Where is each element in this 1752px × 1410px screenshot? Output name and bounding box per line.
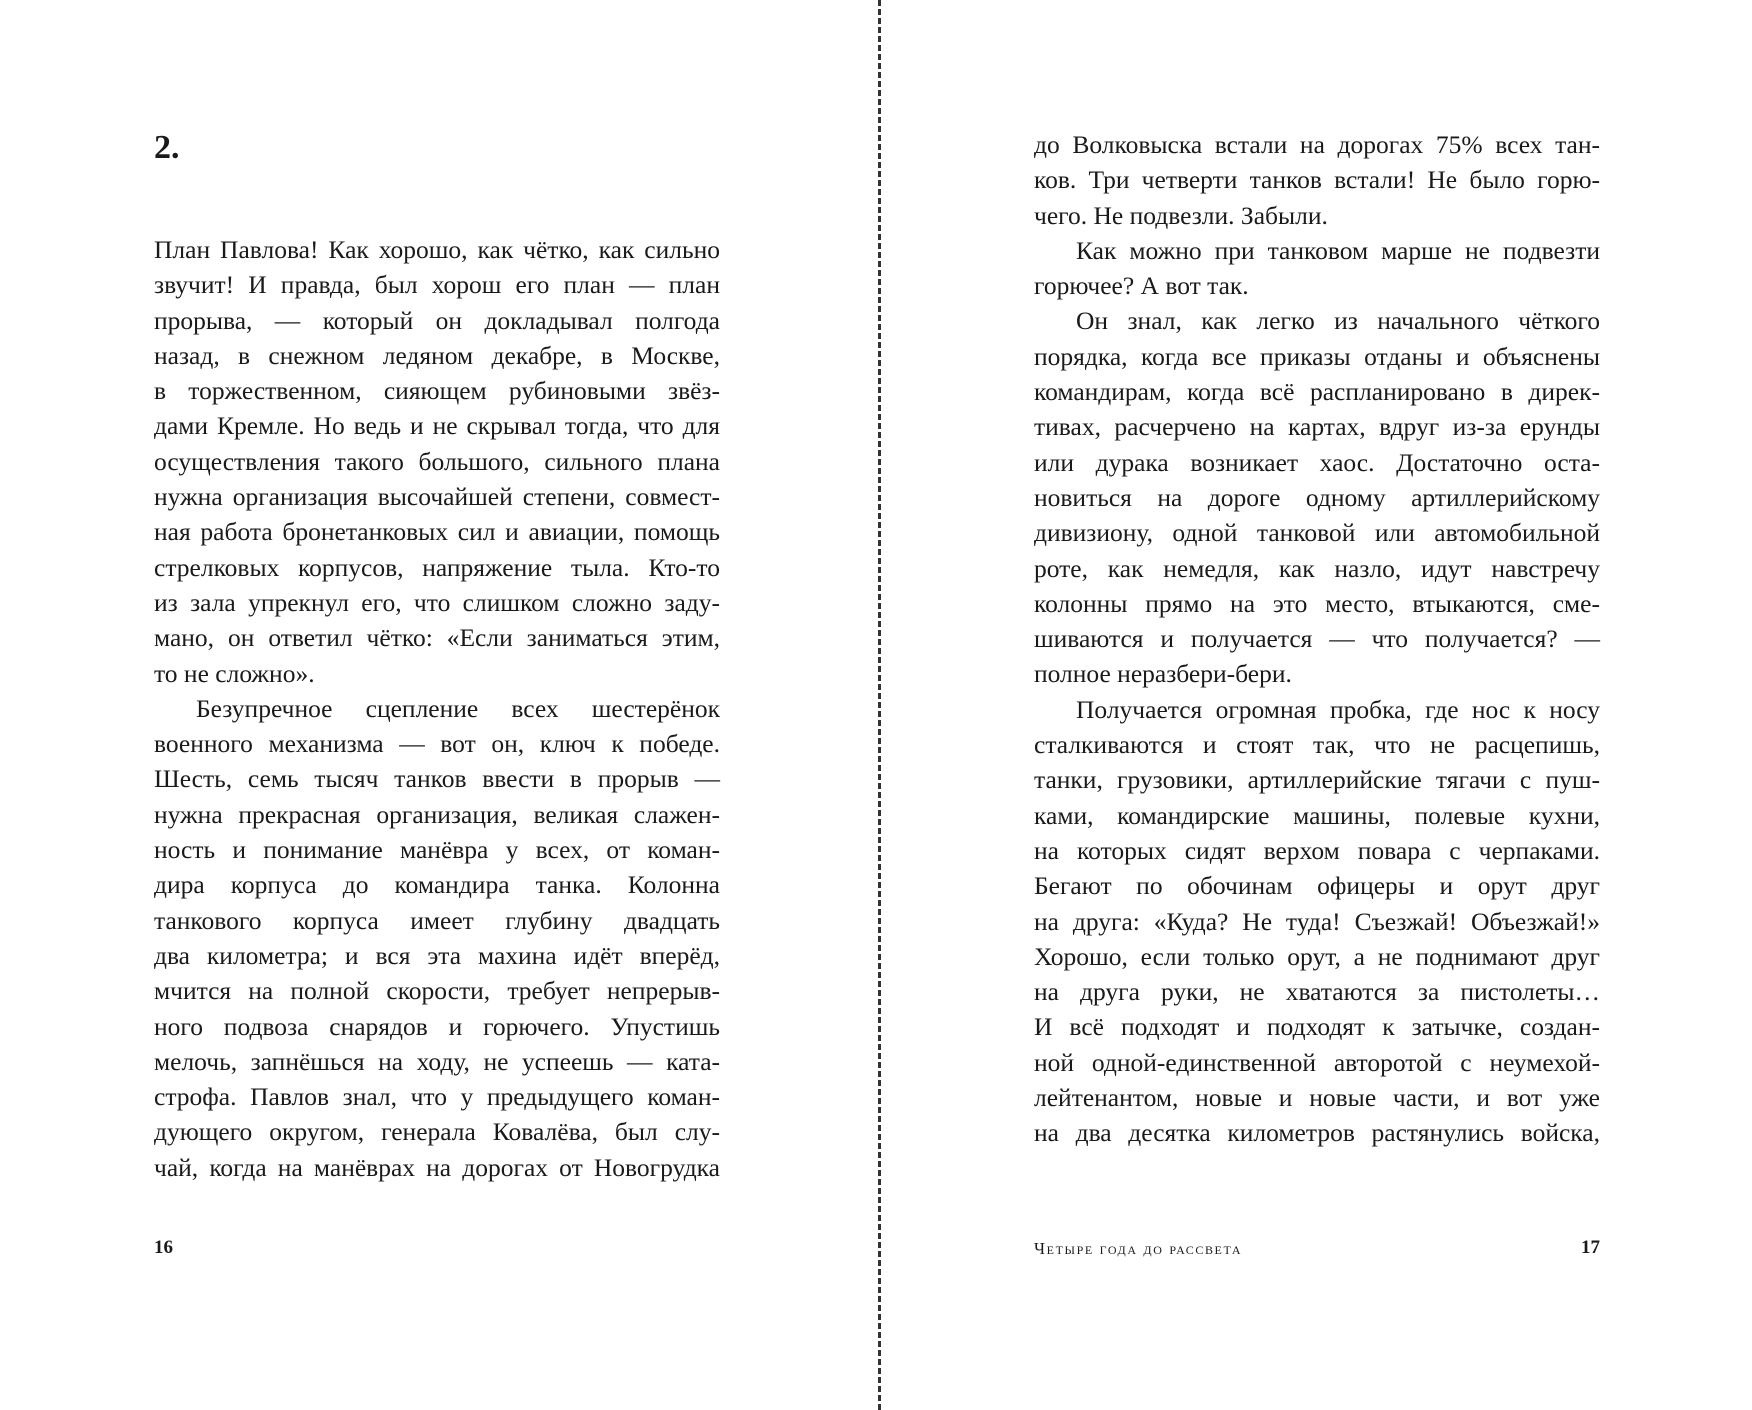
right-page [1034,0,1600,1410]
page-number-left: 16 [154,1237,173,1258]
text-line: нужна прекрасная организация, великая слажен- [154,799,720,829]
text-line: дира корпуса до командира танка. Колонна [154,870,720,900]
text-line: командирам, когда всё распланировано в дирек- [1034,377,1600,407]
text-line: новиться на дороге одному артиллерийскому [1034,482,1600,512]
text-line: танкового корпуса имеет глубину двадцать [154,905,720,935]
text-line: мелочь, запнёшься на ходу, не успеешь — ката- [154,1046,720,1076]
text-line: Как можно при танковом марше не подвезти [1076,235,1600,265]
text-line: военного механизма — вот он, ключ к победе. [154,729,720,759]
text-line: Бегают по обочинам офицеры и орут друг [1034,871,1600,901]
text-line: шиваются и получается — что получается? — [1034,624,1600,654]
text-line: сталкиваются и стоят так, что не расцепишь, [1034,730,1600,760]
running-head: Четыре года до рассвета [1034,1239,1243,1258]
text-line: до Волковыска встали на дорогах 75% всех тан- [1034,130,1600,159]
left-page-body [154,232,720,1185]
text-line: лейтенантом, новые и новые части, и вот уже [1034,1083,1600,1113]
text-line: Безупречное сцепление всех шестерёнок [196,693,720,723]
text-line: прорыва, — который он докладывал полгода [154,305,720,335]
text-line: на друга руки, не хватаются за пистолеты… [1034,977,1600,1007]
text-line: ная работа бронетанковых сил и авиации, помощь [154,517,720,547]
chapter-number: 2. [154,129,180,166]
text-line: Он знал, как легко из начального чёткого [1076,306,1600,336]
page-number-right: 17 [1581,1237,1600,1258]
text-line: дующего округом, генерала Ковалёва, был слу- [154,1117,720,1147]
text-line: из зала упрекнул его, что слишком сложно заду- [154,587,720,617]
text-line: ной одной-единственной авторотой с неумехой- [1034,1047,1600,1077]
text-line: строфа. Павлов знал, что у предыдущего коман- [154,1082,720,1112]
text-line: мано, он ответил чётко: «Если заниматься этим, [154,623,720,653]
text-line: полное неразбери-бери. [1034,659,1292,689]
text-line: на которых сидят верхом повара с черпаками. [1034,835,1600,865]
text-line: нужна организация высочайшей степени, совмест- [154,482,720,512]
right-page-body [1034,127,1600,1151]
text-line: роте, как немедля, как назло, идут навстречу [1034,553,1600,583]
text-line: колонны прямо на это место, втыкаются, сме- [1034,588,1600,618]
text-line: или дурака возникает хаос. Достаточно оста- [1034,447,1600,477]
page-divider [878,0,881,1410]
text-line: тивах, расчерчено на картах, вдруг из-за ерунды [1034,412,1600,442]
left-page [154,0,720,1410]
text-line: чай, когда на манёврах на дорогах от Новогрудка [154,1152,720,1182]
text-line: чего. Не подвезли. Забыли. [1034,200,1328,230]
text-line: порядка, когда все приказы отданы и объяснены [1034,341,1600,371]
text-line: на друга: «Куда? Не туда! Съезжай! Объезжай!» [1034,906,1600,936]
text-line: в торжественном, сияющем рубиновыми звёз- [154,376,720,406]
text-line: План Павлова! Как хорошо, как чётко, как сильно [154,235,720,264]
text-line: И всё подходят и подходят к затычке, создан- [1034,1012,1600,1042]
text-line: ков. Три четверти танков встали! Не было горю- [1034,165,1600,195]
text-line: дивизиону, одной танковой или автомобильной [1034,518,1600,548]
text-line: два километра; и вся эта махина идёт вперёд, [154,940,720,970]
text-line: горючее? А вот так. [1034,271,1249,301]
text-line: звучит! И правда, был хорош его план — план [154,270,720,300]
text-line: осуществления такого большого, сильного плана [154,446,720,476]
text-line: ками, командирские машины, полевые кухни, [1034,800,1600,830]
text-line: Хорошо, если только орут, а не поднимают друг [1034,941,1600,971]
text-line: мчится на полной скорости, требует непрерыв- [154,976,720,1006]
text-line: стрелковых корпусов, напряжение тыла. Кто-то [154,552,720,582]
text-line: дами Кремле. Но ведь и не скрывал тогда, что для [154,411,720,441]
text-line: Шесть, семь тысяч танков ввести в прорыв — [154,764,720,794]
text-line: ность и понимание манёвра у всех, от коман- [154,835,720,865]
text-line: то не сложно». [154,658,315,688]
text-line: назад, в снежном ледяном декабре, в Москве, [154,340,720,370]
text-line: ного подвоза снарядов и горючего. Упустишь [154,1011,720,1041]
text-line: Получается огромная пробка, где нос к носу [1076,694,1600,724]
text-line: на два десятка километров растянулись войска, [1034,1118,1600,1148]
text-line: танки, грузовики, артиллерийские тягачи с пуш- [1034,765,1600,795]
